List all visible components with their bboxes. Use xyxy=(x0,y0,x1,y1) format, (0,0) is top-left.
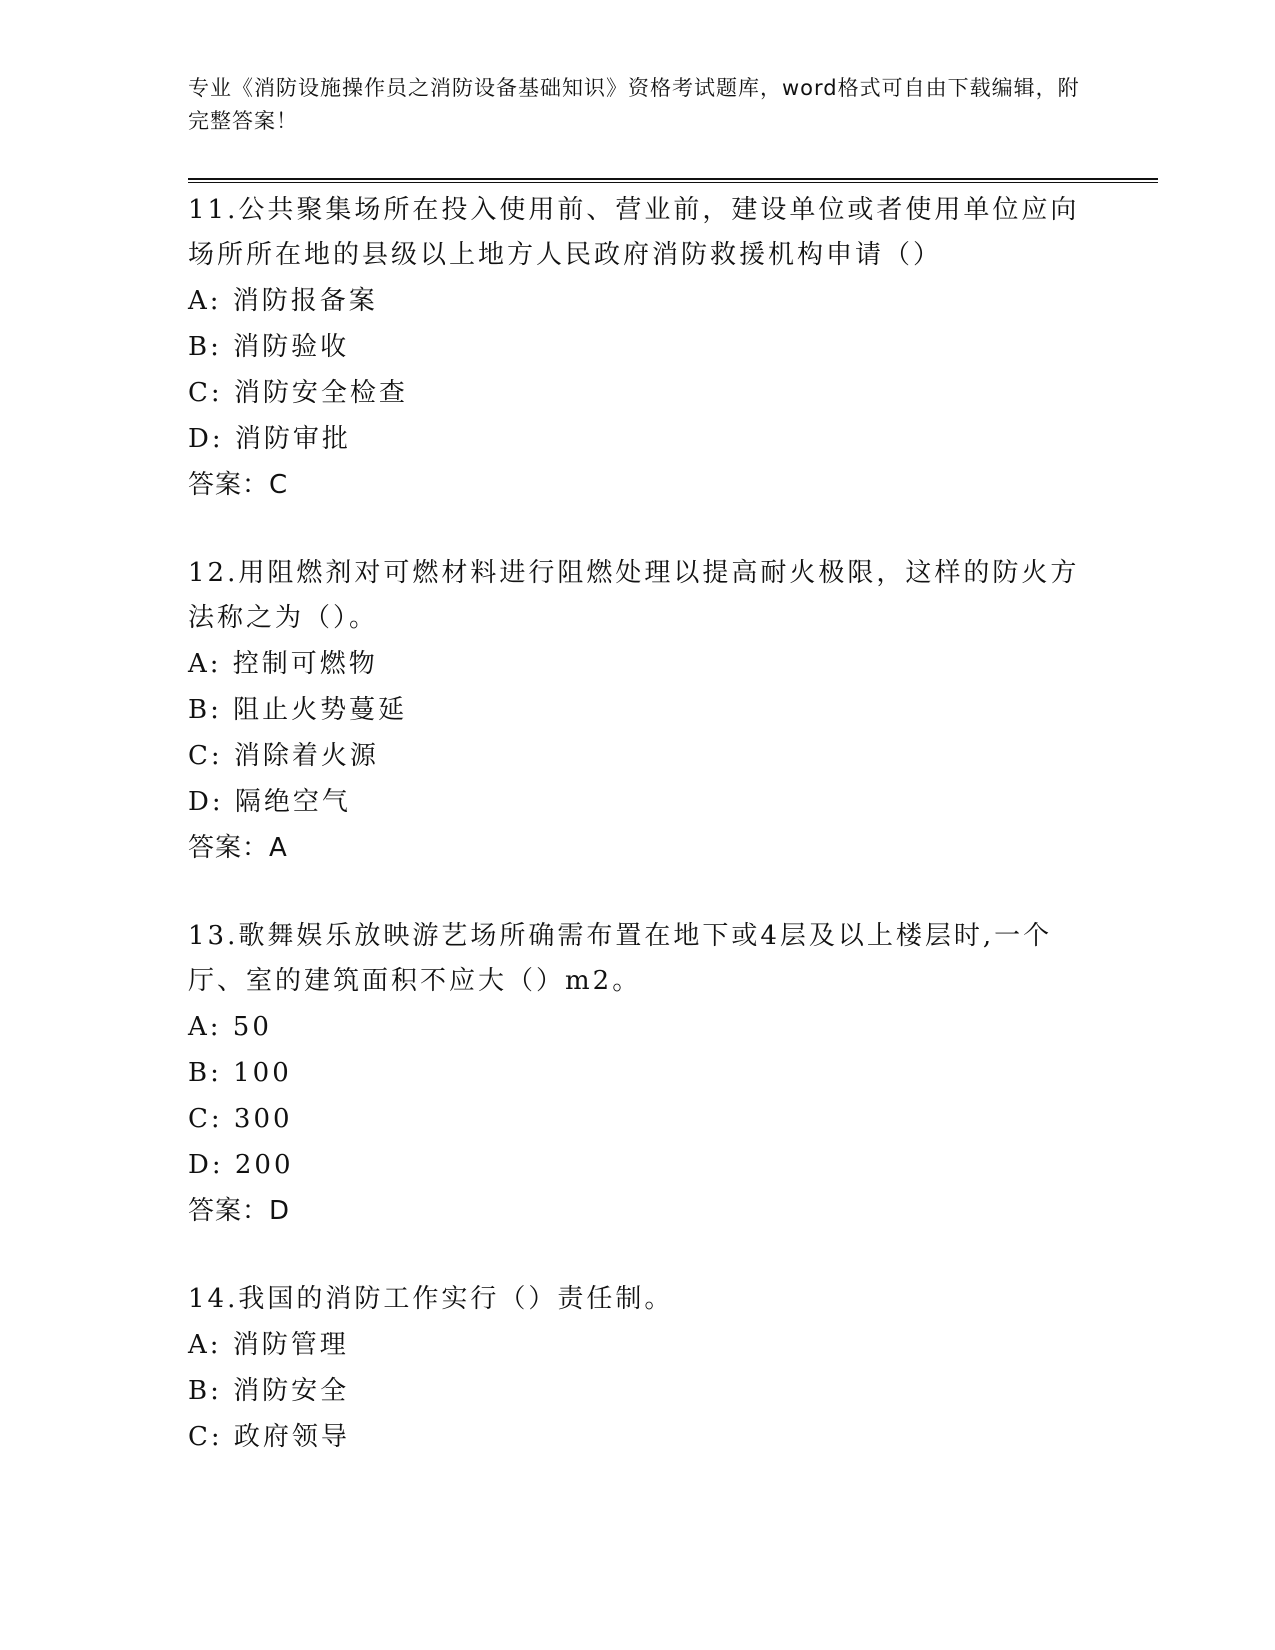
option-c: C: 300 xyxy=(188,1104,293,1134)
option-a: A: 消防管理 xyxy=(188,1330,349,1360)
answer-line: 答案：C xyxy=(188,470,289,500)
divider-line-thin xyxy=(188,182,1158,183)
question-stem: 12.用阻燃剂对可燃材料进行阻燃处理以提高耐火极限，这样的防火方法称之为（）。 xyxy=(188,558,1080,633)
question-13 xyxy=(188,914,1088,1234)
option-c: C: 消防安全检查 xyxy=(188,378,408,408)
option-d: D: 消防审批 xyxy=(188,424,351,454)
option-b: B: 消防安全 xyxy=(188,1376,350,1406)
question-stem: 14.我国的消防工作实行（）责任制。 xyxy=(188,1284,674,1314)
question-11 xyxy=(188,188,1088,508)
answer-line: 答案：D xyxy=(188,1196,291,1226)
question-14 xyxy=(188,1277,1088,1460)
option-c: C: 政府领导 xyxy=(188,1422,350,1452)
answer-line: 答案：A xyxy=(188,833,288,863)
header-divider xyxy=(188,178,1158,183)
question-list xyxy=(188,188,1088,1503)
option-b: B: 消防验收 xyxy=(188,332,350,362)
question-stem: 11.公共聚集场所在投入使用前、营业前，建设单位或者使用单位应向场所所在地的县级以上地方人民政府消防救援机构申请（） xyxy=(188,195,1080,270)
option-d: D: 200 xyxy=(188,1150,294,1180)
document-header: 专业《消防设施操作员之消防设备基础知识》资格考试题库，word格式可自由下载编辑，附完整答案！ xyxy=(188,76,1080,133)
divider-line-thick xyxy=(188,178,1158,180)
question-stem: 13.歌舞娱乐放映游艺场所确需布置在地下或4层及以上楼层时,一个厅、室的建筑面积不应大（）m2。 xyxy=(188,921,1053,996)
option-b: B: 100 xyxy=(188,1058,292,1088)
option-a: A: 50 xyxy=(188,1012,272,1042)
option-a: A: 控制可燃物 xyxy=(188,649,378,679)
option-a: A: 消防报备案 xyxy=(188,286,378,316)
question-12 xyxy=(188,551,1088,871)
option-c: C: 消除着火源 xyxy=(188,741,379,771)
option-b: B: 阻止火势蔓延 xyxy=(188,695,408,725)
option-d: D: 隔绝空气 xyxy=(188,787,351,817)
